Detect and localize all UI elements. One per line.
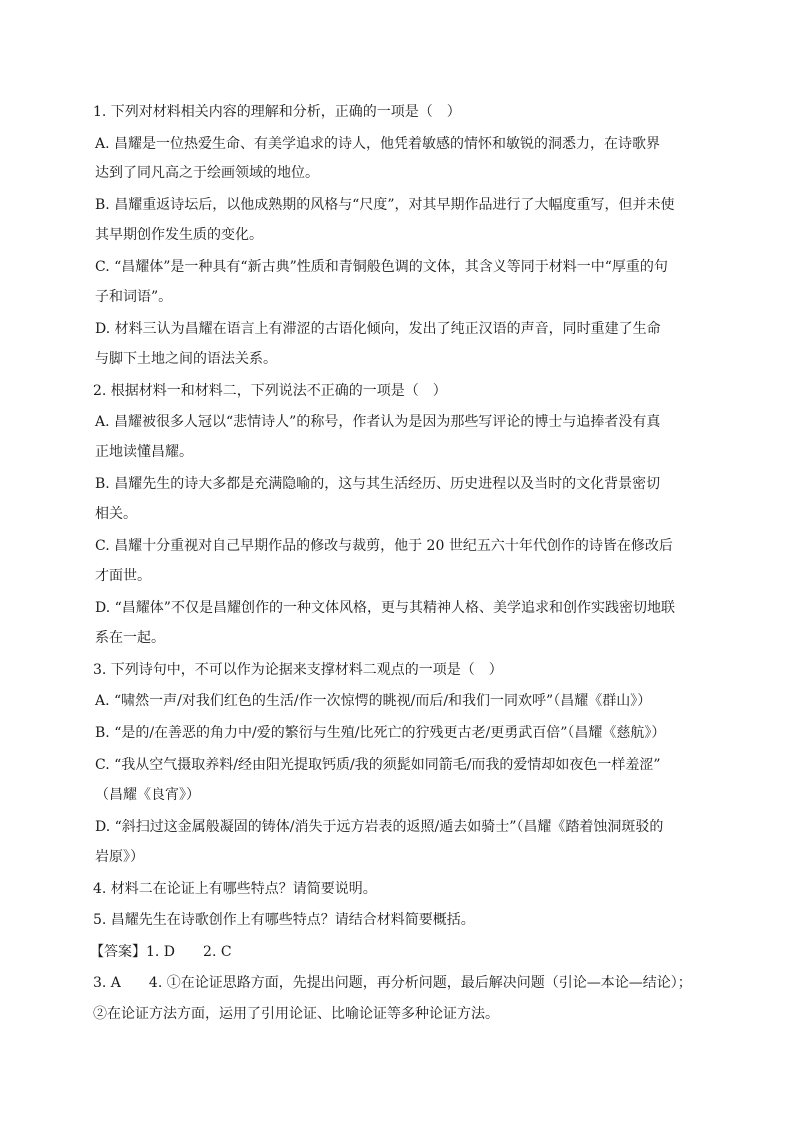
- question-3-stem: 3. 下列诗句中，不可以作为论据来支撑材料二观点的一项是（ ）: [93, 662, 503, 678]
- question-3-option-d-cont: 岩原》）: [95, 849, 144, 865]
- question-2-option-b-cont: 相关。: [95, 506, 137, 522]
- question-1-stem: 1. 下列对材料相关内容的理解和分析，正确的一项是（ ）: [93, 104, 461, 120]
- question-3-option-c-cont: （昌耀《良宵》）: [95, 787, 200, 803]
- answer-line-1: 【答案】1. D 2. C: [90, 944, 232, 960]
- question-1-option-d-cont: 与脚下土地之间的语法关系。: [95, 351, 277, 367]
- question-2-option-a: A. 昌耀被很多人冠以“悲情诗人”的称号，作者认为是因为那些写评论的博士与追捧者没有真: [95, 414, 661, 430]
- question-2-option-a-cont: 正地读懂昌耀。: [95, 444, 193, 460]
- question-1-option-d: D. 材料三认为昌耀在语言上有滞涩的古语化倾向，发出了纯正汉语的声音，同时重建了生命: [95, 321, 661, 337]
- question-1-option-b: B. 昌耀重返诗坛后，以他成熟期的风格与“尺度”，对其早期作品进行了大幅度重写，但并未使: [95, 197, 675, 213]
- question-2-option-c: C. 昌耀十分重视对自己早期作品的修改与裁剪，他于 20 世纪五六十年代创作的诗皆在修改后: [95, 538, 673, 554]
- question-1-option-b-cont: 其早期创作发生质的变化。: [95, 227, 263, 243]
- question-4-stem: 4. 材料二在论证上有哪些特点？请简要说明。: [93, 881, 377, 897]
- question-1-option-c-cont: 子和词语”。: [95, 289, 173, 305]
- question-3-option-a: A. “啸然一声/对我们红色的生活/作一次惊愕的眺视/而后/和我们一同欢呼”（昌耀《群山》）: [95, 693, 652, 709]
- question-3-option-c: C. “我从空气摄取养料/经由阳光提取钙质/我的须髭如同箭毛/而我的爱情却如夜色一样羞涩”: [95, 757, 661, 773]
- question-2-option-d-cont: 系在一起。: [95, 630, 165, 646]
- answer-line-2: 3. A 4. ①在论证思路方面，先提出问题，再分析问题，最后解决问题（引论—本论—结论）；: [93, 975, 692, 991]
- question-1-option-a: A. 昌耀是一位热爱生命、有美学追求的诗人，他凭着敏感的情怀和敏锐的洞悉力，在诗歌界: [95, 136, 661, 152]
- answer-line-3: ②在论证方法方面，运用了引用论证、比喻论证等多种论证方法。: [93, 1006, 499, 1022]
- question-5-stem: 5. 昌耀先生在诗歌创作上有哪些特点？请结合材料简要概括。: [93, 912, 475, 928]
- question-2-option-d: D. “昌耀体”不仅是昌耀创作的一种文体风格，更与其精神人格、美学追求和创作实践密切地联: [95, 600, 675, 616]
- question-3-option-d: D. “斜扫过这金属般凝固的铸体/消失于远方岩表的返照/遁去如骑士”（昌耀《踏着蚀洞斑驳的: [95, 819, 664, 835]
- question-2-option-c-cont: 才面世。: [95, 568, 151, 584]
- question-2-option-b: B. 昌耀先生的诗大多都是充满隐喻的，这与其生活经历、历史进程以及当时的文化背景密切: [95, 476, 661, 492]
- question-3-option-b: B. “是的/在善恶的角力中/爱的繁衍与生殖/比死亡的狞残更古老/更勇武百倍”（昌耀《慈航》）: [95, 725, 666, 741]
- question-1-option-c: C. “昌耀体”是一种具有“新古典”性质和青铜般色调的文体，其含义等同于材料一中“厚重的句: [95, 259, 668, 275]
- question-2-stem: 2. 根据材料一和材料二，下列说法不正确的一项是（ ）: [93, 383, 447, 399]
- question-1-option-a-cont: 达到了同凡高之于绘画领域的地位。: [95, 165, 319, 181]
